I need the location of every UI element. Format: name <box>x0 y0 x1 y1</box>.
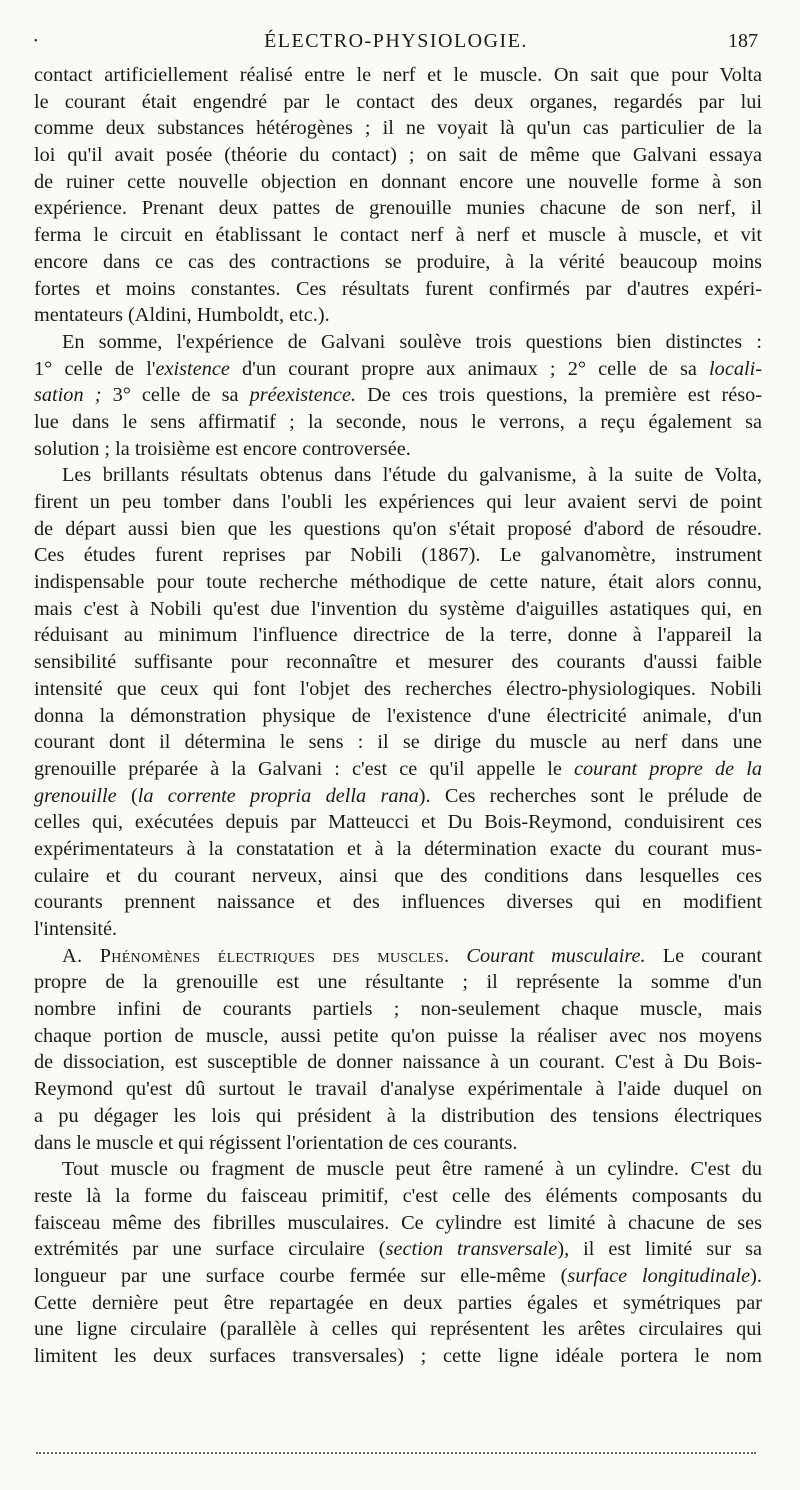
text-line: Cette dernière peut être repartagée en deux parties égales et symétriques par <box>34 1291 762 1314</box>
text-line: comme deux substances hétérogènes ; il ne voyait là qu'un cas particulier de la <box>34 117 762 140</box>
text-line: de départ aussi bien que les questions qu'on s'était proposé d'abord de résoudre. <box>34 517 762 540</box>
text-line: fortes et moins constantes. Ces résultats furent confirmés par d'autres expéri- <box>34 277 762 300</box>
italic-text: sation ; <box>34 384 102 407</box>
text-line: l'intensité. <box>34 918 118 940</box>
text-line: chaque portion de muscle, aussi petite qu'on puisse la réaliser avec nos moyens <box>34 1024 762 1047</box>
text-line-with-italics: sation ; 3° celle de sa préexistence. De ces trois questions, la première est réso- <box>34 384 762 407</box>
page-number: 187 <box>728 30 758 52</box>
text-line-with-italics: grenouille (la corrente propria della rana). Ces recherches sont le prélude de <box>34 784 763 807</box>
italic-text: préexistence. <box>249 384 357 407</box>
text-line: culaire et du courant nerveux, ainsi que des conditions dans lesquelles ces <box>34 864 762 887</box>
italic-text: courant propre de la <box>574 757 762 780</box>
text-line: donna la démonstration physique de l'existence d'une électricité animale, d'un <box>34 704 762 727</box>
paragraph-3 <box>34 462 762 942</box>
paragraph-2 <box>34 329 762 462</box>
text-line-with-italics: longueur par une surface courbe fermée sur elle-même (surface longitudinale). <box>34 1264 762 1287</box>
italic-text: section transversale <box>385 1238 558 1261</box>
section-heading-line <box>34 943 762 970</box>
text-line: sensibilité suffisante pour reconnaître et mesurer des courants d'aussi faible <box>34 651 762 674</box>
text-line: le courant était engendré par le contact des deux organes, regardés par lui <box>34 90 762 113</box>
page-header <box>34 30 758 58</box>
text-line: contact artificiellement réalisé entre le nerf et le muscle. On sait que pour Volta <box>34 64 762 86</box>
paragraph-1 <box>34 62 762 329</box>
text-line: propre de la grenouille est une résultante ; il représente la somme d'un <box>34 971 762 994</box>
text-line: intensité que ceux qui font l'objet des recherches électro-physiologiques. Nobili <box>34 677 762 700</box>
paragraph-5 <box>34 1156 762 1370</box>
text-line: lue dans le sens affirmatif ; la seconde, nous le verrons, a reçu également sa <box>34 410 762 433</box>
running-title: ÉLECTRO-PHYSIOLOGIE. <box>264 30 528 52</box>
text-line: réduisant au minimum l'influence directrice de la terre, donne à l'appareil la <box>34 624 762 647</box>
text-line: expérience. Prenant deux pattes de grenouille munies chacune de son nerf, il <box>34 197 762 220</box>
text-line: Ces études furent reprises par Nobili (1867). Le galvanomètre, instrument <box>34 544 762 567</box>
text-line: En somme, l'expérience de Galvani soulève trois questions bien distinctes : <box>62 330 762 353</box>
italic-text: la corrente propria della rana <box>137 784 419 807</box>
body-text <box>34 62 762 1370</box>
italic-text: existence <box>155 357 230 380</box>
text-line: firent un peu tomber dans l'oubli les expériences qui leur avaient servi de point <box>34 491 762 513</box>
text-line-with-italics: 1° celle de l'existence d'un courant propre aux animaux ; 2° celle de sa locali- <box>34 357 762 380</box>
text-line: a pu dégager les lois qui président à la distribution des tensions électriques <box>34 1104 762 1127</box>
text-line: reste là la forme du faisceau primitif, c'est celle des éléments composants du <box>34 1184 762 1207</box>
text-line: Reymond qu'est dû surtout le travail d'analyse expérimentale à l'aide duquel on <box>34 1078 762 1101</box>
margin-mark: • <box>34 36 40 47</box>
text-line-with-italics: extrémités par une surface circulaire (section transversale), il est limité sur sa <box>34 1238 762 1261</box>
text-line: de dissociation, est susceptible de donner naissance à un courant. C'est à Du Bois- <box>34 1051 762 1074</box>
footer-dotted-rule <box>36 1452 756 1454</box>
text-line: mais c'est à Nobili qu'est due l'invention du système d'aiguilles astatiques qui, en <box>34 597 762 620</box>
text-fragment: Le courant <box>662 944 763 967</box>
text-line: dans le muscle et qui régissent l'orientation de ces courants. <box>34 1131 518 1154</box>
italic-text: grenouille <box>34 784 117 807</box>
text-line: limitent les deux surfaces transversales) ; cette ligne idéale portera le nom <box>34 1345 762 1367</box>
text-line-with-italics: grenouille préparée à la Galvani : c'est ce qu'il appelle le courant propre de la <box>34 757 762 780</box>
text-line: mentateurs (Aldini, Humboldt, etc.). <box>34 304 330 327</box>
text-line: solution ; la troisième est encore controversée. <box>34 437 411 460</box>
text-line: expérimentateurs à la constatation et à la détermination exacte du courant mus- <box>34 837 762 860</box>
text-line: indispensable pour toute recherche méthodique de cette nature, était alors connu, <box>34 571 762 594</box>
text-line: loi qu'il avait posée (théorie du contact) ; on sait de même que Galvani essaya <box>34 144 762 167</box>
text-line: courant dont il détermina le sens : il se dirige du muscle au nerf dans une <box>34 731 762 754</box>
text-line: ferma le circuit en établissant le contact nerf à nerf et muscle à muscle, et vit <box>34 224 762 247</box>
italic-text: locali- <box>709 357 762 380</box>
section-heading: A. Phénomènes électriques des muscles. <box>62 944 450 967</box>
text-line: Les brillants résultats obtenus dans l'étude du galvanisme, à la suite de Volta, <box>62 464 762 487</box>
section-a <box>34 943 762 1157</box>
text-line: celles qui, exécutées depuis par Matteucci et Du Bois-Reymond, conduisirent ces <box>34 811 762 834</box>
text-line: Tout muscle ou fragment de muscle peut être ramené à un cylindre. C'est du <box>62 1158 762 1181</box>
italic-text: surface longitudinale <box>567 1264 751 1287</box>
text-line: nombre infini de courants partiels ; non-seulement chaque muscle, mais <box>34 998 762 1021</box>
text-line: de ruiner cette nouvelle objection en donnant encore une nouvelle forme à son <box>34 170 762 193</box>
section-subheading: Courant musculaire. <box>466 944 646 967</box>
text-line: encore dans ce cas des contractions se produire, à la vérité beaucoup moins <box>34 250 762 273</box>
text-line: une ligne circulaire (parallèle à celles qui représentent les arêtes circulaires qui <box>34 1318 762 1341</box>
text-line: courants prennent naissance et des influences diverses qui en modifient <box>34 891 762 914</box>
text-line: faisceau même des fibrilles musculaires. Ce cylindre est limité à chacune de ses <box>34 1211 762 1234</box>
